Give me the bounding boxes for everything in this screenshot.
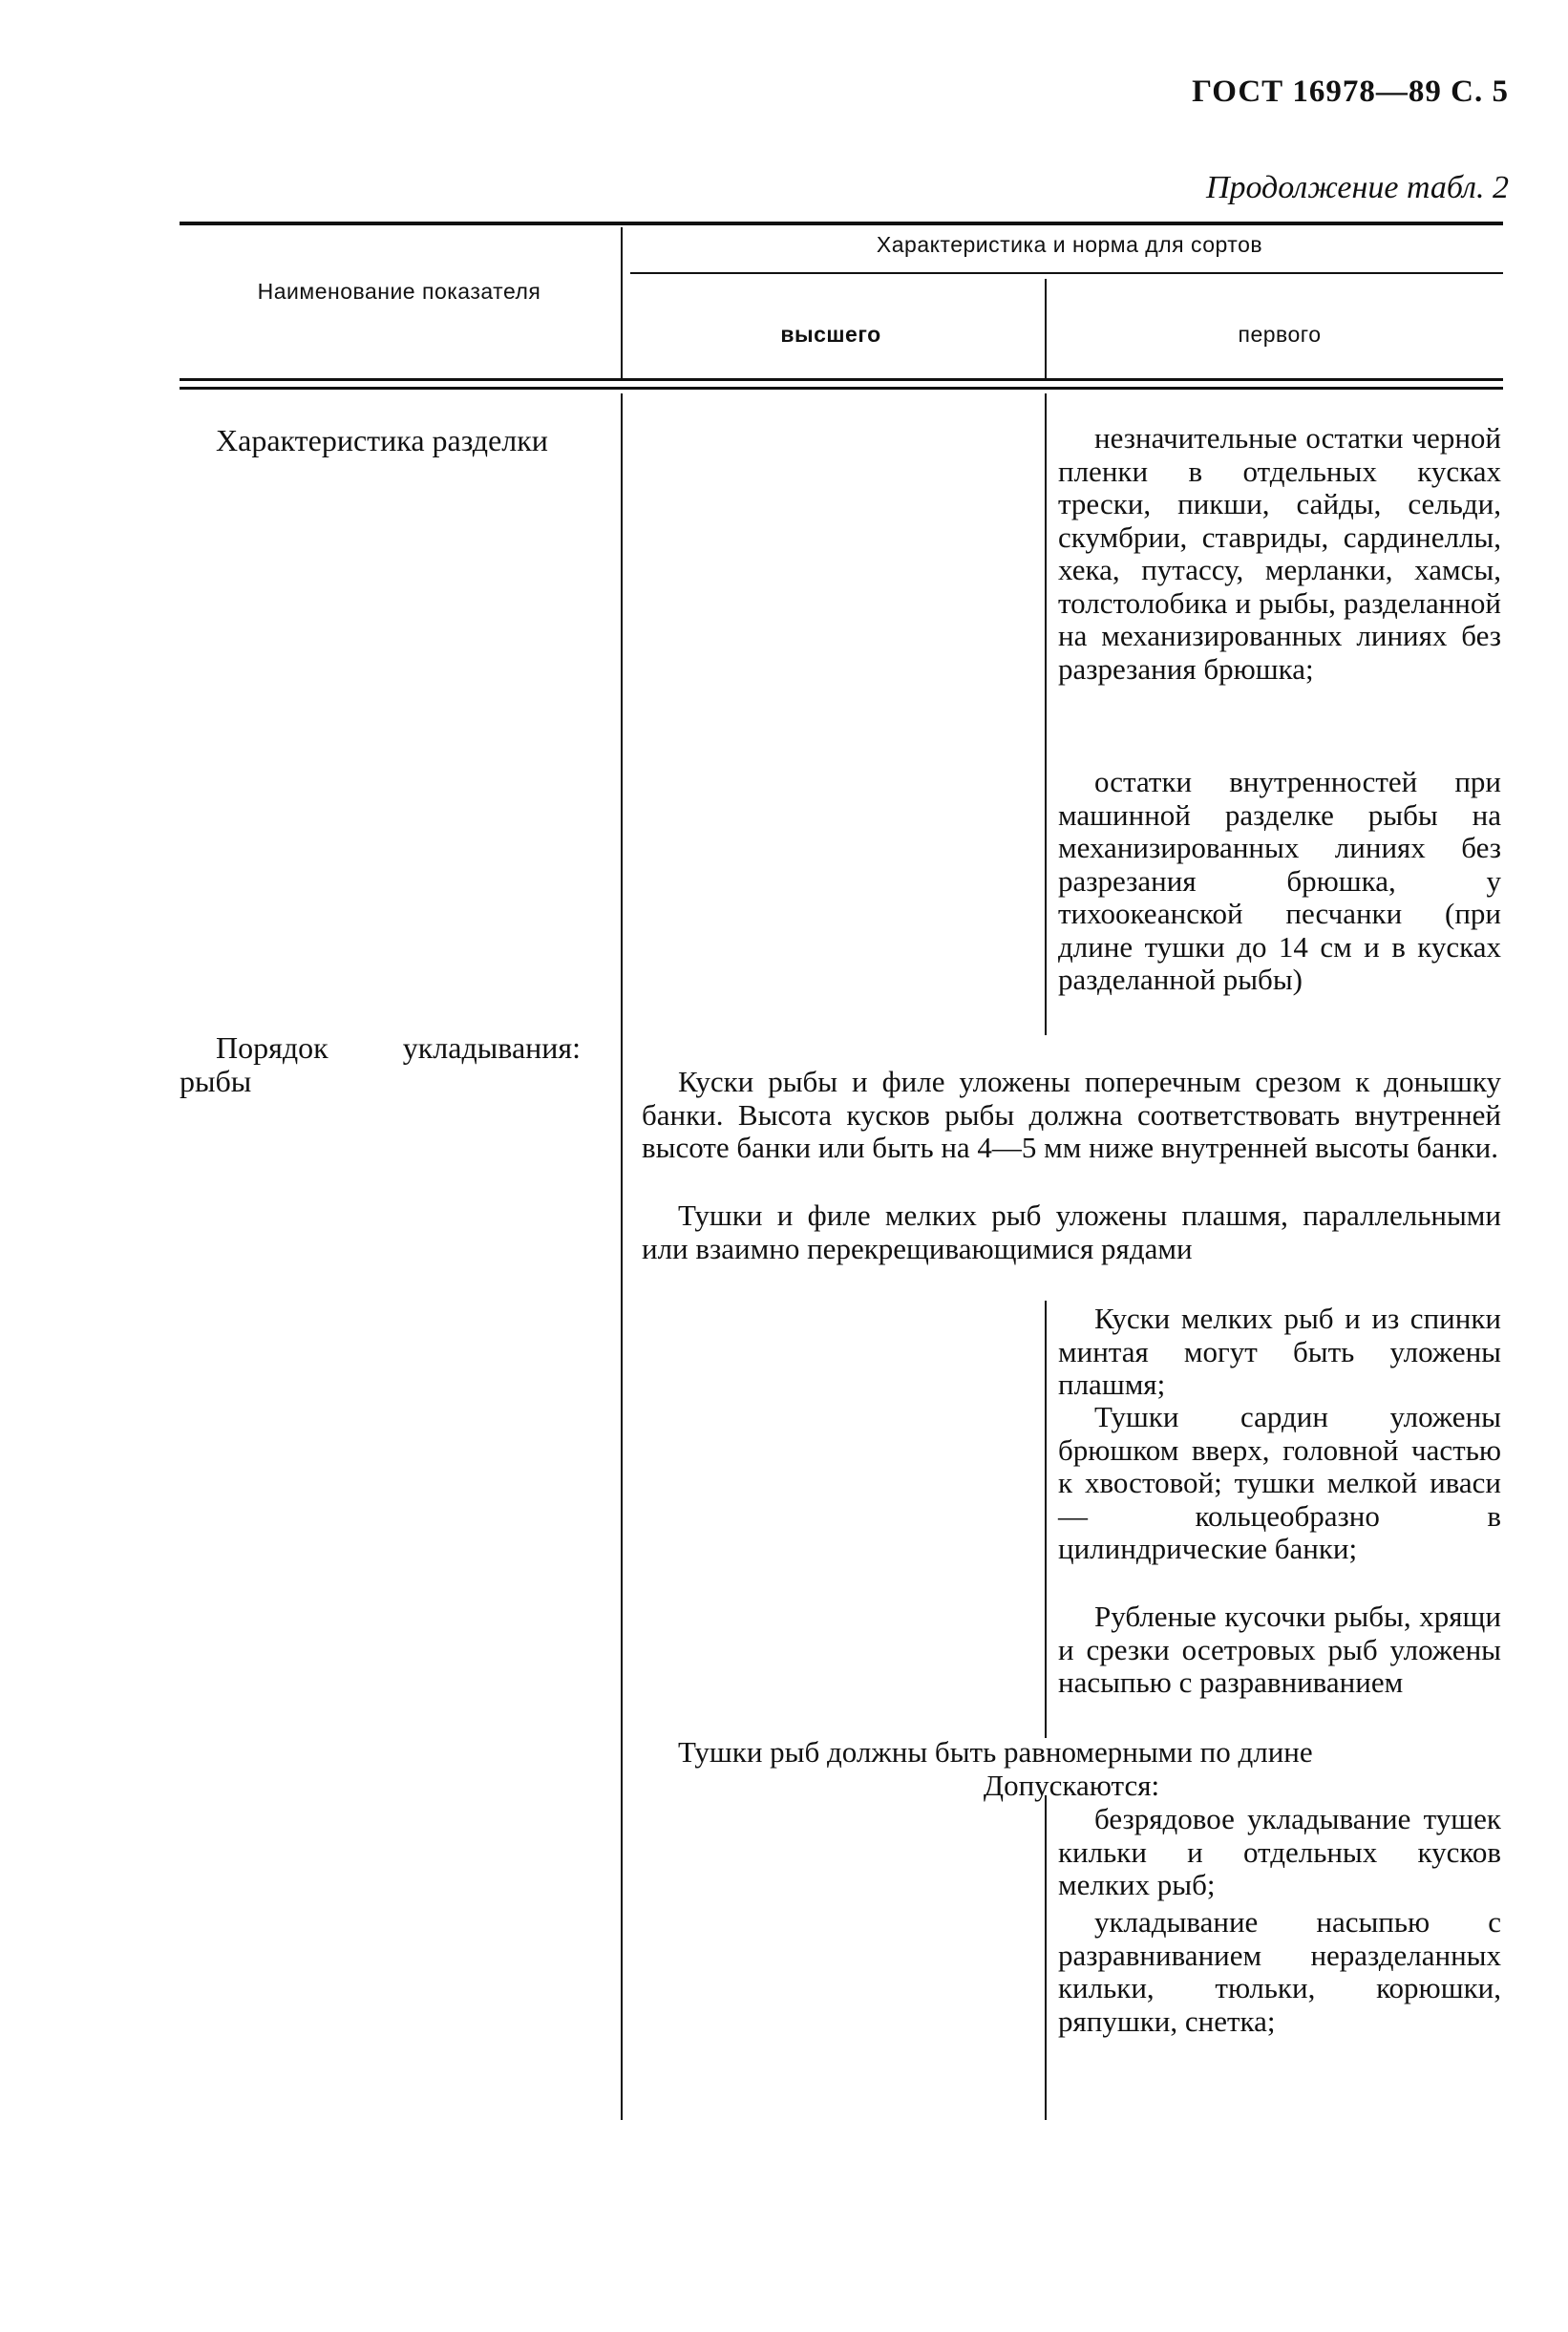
cutting-first-grade-1: незначительные остатки черной пленки в отдельных кусках трески, пикши, сайды, сельди, скумбрии, ставриды, сардинеллы, хека, путассу, мерланки, хамсы, толстолобика и рыбы, разделанной на механизированных линиях без разрезания брюшка; [1058, 421, 1501, 686]
allowed-first-grade-1: безрядовое укладывание тушек кильки и отдельных кусков мелких рыб; [1058, 1802, 1501, 1901]
header-bottom-rule-2 [180, 387, 1503, 390]
cutting-first-grade-2: остатки внутренностей при машинной разделке рыбы на механизированных линиях без разрезания брюшка, у тихоокеанской песчанки (при длине тушки до 14 см и в кусках разделанной рыбы) [1058, 765, 1501, 996]
body-divider-grades-1 [1045, 393, 1047, 1035]
page-reference: ГОСТ 16978—89 С. 5 [1192, 74, 1509, 109]
row-label-cutting: Характеристика разделки [216, 423, 548, 457]
header-divider-indicator [621, 227, 623, 378]
order-first-grade-1: Куски мелких рыб и из спинки минтая могут быть уложены плашмя; [1058, 1302, 1501, 1401]
header-bottom-rule [180, 378, 1503, 381]
order-first-grade-2: Тушки сардин уложены брюшком вверх, головной частью к хвостовой; тушки мелкой иваси — кольцеобразно в цилиндрические банки; [1058, 1400, 1501, 1565]
order-first-grade-3: Рубленые кусочки рыбы, хрящи и срезки осетровых рыб уложены насыпью с разравниванием [1058, 1600, 1501, 1699]
order-common-2: Тушки и филе мелких рыб уложены плашмя, параллельными или взаимно перекрещивающимися рядами [642, 1198, 1501, 1265]
header-sub-rule [630, 272, 1503, 274]
header-indicator: Наименование показателя [257, 279, 541, 304]
body-divider-grades-3 [1045, 1795, 1047, 2120]
body-divider-indicator [621, 393, 623, 2120]
allowed-label: Допускаются: [983, 1769, 1160, 1802]
table-top-rule [180, 222, 1503, 225]
body-divider-grades-2 [1045, 1301, 1047, 1738]
allowed-first-grade-2: укладывание насыпью с разравниванием неразделанных кильки, тюльки, корюшки, ряпушки, снетка; [1058, 1905, 1501, 2038]
header-grade-first: первого [1238, 322, 1322, 347]
order-common-1: Куски рыбы и филе уложены поперечным срезом к донышку банки. Высота кусков рыбы должна соответствовать внутренней высоте банки или быть на 4—5 мм ниже внутренней высоты банки. [642, 1065, 1501, 1164]
row-label-order: Порядок укладывания: рыбы [180, 1030, 581, 1098]
header-divider-grades [1045, 279, 1047, 378]
order-common-3: Тушки рыб должны быть равномерными по длине [678, 1735, 1313, 1769]
table-continuation-label: Продолжение табл. 2 [1205, 170, 1509, 205]
header-characteristic: Характеристика и норма для сортов [876, 232, 1263, 257]
header-grade-high: высшего [780, 322, 881, 347]
